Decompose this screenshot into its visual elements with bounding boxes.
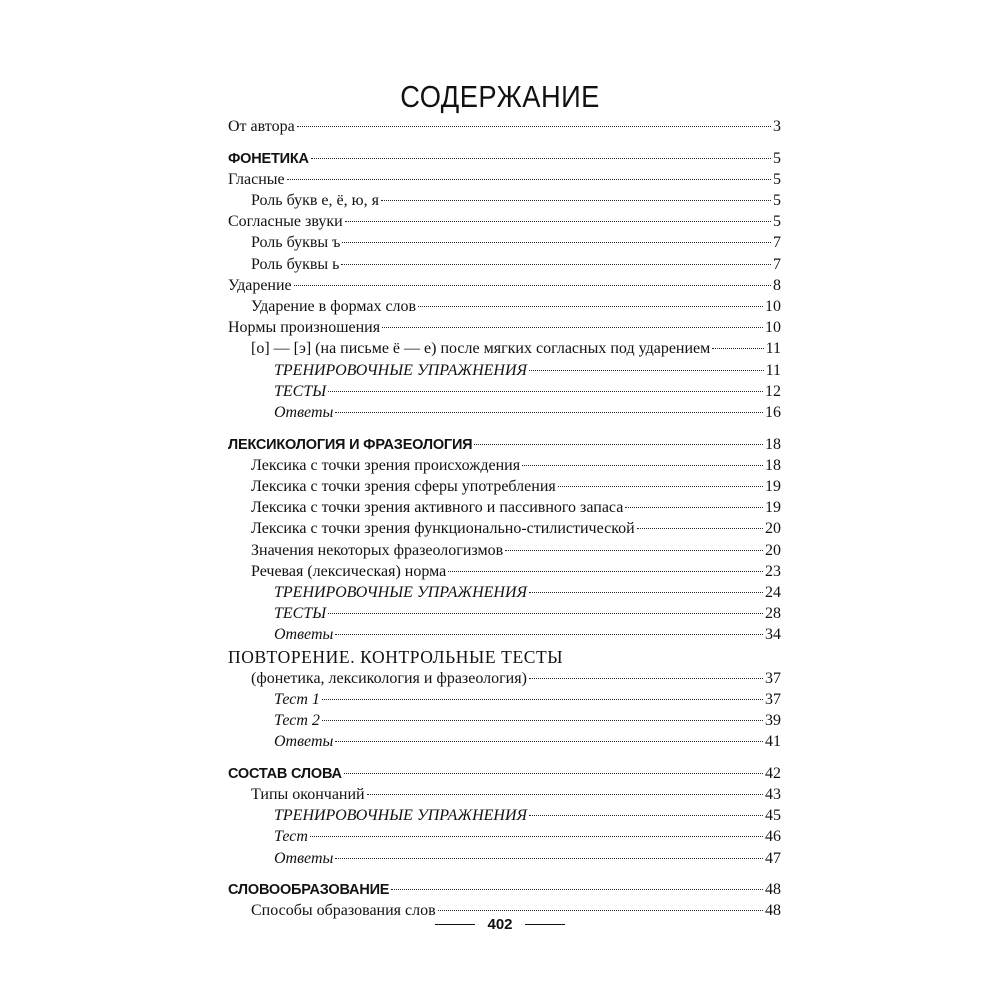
toc-entry-title: ТРЕНИРОВОЧНЫЕ УПРАЖНЕНИЯ <box>274 583 528 601</box>
toc-entry[interactable] <box>228 624 781 645</box>
dot-leader <box>558 486 763 487</box>
toc-entry-page: 11 <box>765 340 781 358</box>
toc-entry[interactable] <box>228 784 781 805</box>
toc-entry-page: 43 <box>765 785 781 803</box>
toc-entry[interactable] <box>228 731 781 752</box>
toc-entry[interactable] <box>228 360 781 381</box>
toc-entry-page: 45 <box>765 807 781 825</box>
toc-entry[interactable] <box>228 826 781 847</box>
toc-entry-title: Лексика с точки зрения сферы употребления <box>251 478 556 495</box>
dot-leader <box>345 221 771 222</box>
dot-leader <box>418 306 763 307</box>
dot-leader <box>529 678 763 679</box>
toc-entry-page: 42 <box>765 764 781 782</box>
dot-leader <box>529 592 763 593</box>
toc-entry[interactable] <box>228 805 781 826</box>
toc-entry[interactable] <box>228 561 781 582</box>
toc-entry-title: Ударение в формах слов <box>251 298 417 315</box>
table-of-contents <box>228 116 781 922</box>
toc-entry-page: 7 <box>773 234 781 252</box>
dot-leader <box>625 507 763 508</box>
toc-entry-title: От автора <box>228 118 295 135</box>
toc-entry-page: 46 <box>765 828 781 846</box>
toc-entry-title: Нормы произношения <box>228 319 381 337</box>
toc-entry[interactable] <box>228 254 781 275</box>
toc-entry-page: 48 <box>765 902 781 920</box>
toc-entry[interactable] <box>228 317 781 338</box>
toc-entry[interactable] <box>228 582 781 603</box>
toc-entry-title: ТЕСТЫ <box>274 605 327 623</box>
toc-entry-title: Роль букв е, ё, ю, я <box>251 192 379 210</box>
page-number: 402 <box>487 916 513 933</box>
toc-entry[interactable] <box>228 476 781 497</box>
toc-entry[interactable] <box>228 434 781 455</box>
dot-leader <box>328 613 763 614</box>
toc-entry-page: 23 <box>765 562 781 580</box>
toc-entry-title: ФОНЕТИКА <box>228 150 309 167</box>
toc-entry-title: Ответы <box>274 403 334 421</box>
toc-entry-title: ТРЕНИРОВОЧНЫЕ УПРАЖНЕНИЯ <box>274 361 528 379</box>
toc-entry-page: 11 <box>765 361 781 379</box>
dot-leader <box>522 465 763 466</box>
toc-entry-title: ЛЕКСИКОЛОГИЯ И ФРАЗЕОЛОГИЯ <box>228 436 473 453</box>
toc-entry-title: Гласные <box>228 170 285 188</box>
toc-entry[interactable] <box>228 540 781 561</box>
dot-leader <box>448 571 763 572</box>
toc-entry-page: 18 <box>765 456 781 474</box>
toc-entry[interactable] <box>228 169 781 190</box>
toc-entry[interactable] <box>228 338 781 359</box>
dot-leader <box>712 348 763 349</box>
toc-entry-title: СОСТАВ СЛОВА <box>228 765 342 782</box>
toc-entry-page: 5 <box>773 213 781 231</box>
toc-entry-page: 10 <box>765 319 781 337</box>
toc-entry-page: 37 <box>765 669 781 687</box>
toc-entry-title: Тест <box>274 828 308 846</box>
dot-leader <box>637 528 763 529</box>
toc-entry-title: Типы окончаний <box>251 785 365 803</box>
toc-entry-title: Тест 2 <box>274 711 320 729</box>
toc-entry-title: Лексика с точки зрения функционально-стилистической <box>251 520 635 538</box>
dot-leader <box>391 889 763 890</box>
toc-entry-page: 47 <box>765 849 781 867</box>
dot-leader <box>322 720 763 721</box>
toc-entry[interactable] <box>228 381 781 402</box>
footer-rule-right <box>525 924 565 925</box>
toc-entry[interactable] <box>228 518 781 539</box>
toc-entry-title: [о] — [э] (на письме ё — е) после мягких согласных под ударением <box>251 340 711 358</box>
toc-entry-page: 48 <box>765 881 781 899</box>
toc-entry-page: 37 <box>765 690 781 708</box>
toc-entry[interactable] <box>228 190 781 211</box>
toc-entry-page: 39 <box>765 711 781 729</box>
toc-entry-page: 18 <box>765 435 781 453</box>
toc-entry-title: Речевая (лексическая) норма <box>251 562 447 580</box>
dot-leader <box>335 634 763 635</box>
toc-entry-page: 24 <box>765 583 781 601</box>
toc-entry-page: 3 <box>773 118 781 135</box>
toc-entry[interactable] <box>228 689 781 710</box>
page-footer <box>0 916 1000 933</box>
toc-entry-title: ПОВТОРЕНИЕ. КОНТРОЛЬНЫЕ ТЕСТЫ <box>228 646 564 667</box>
dot-leader <box>297 126 771 127</box>
toc-entry[interactable] <box>228 275 781 296</box>
toc-entry-title: Способы образования слов <box>251 902 436 920</box>
dot-leader <box>311 158 771 159</box>
dot-leader <box>438 910 763 911</box>
toc-entry[interactable] <box>228 455 781 476</box>
toc-entry[interactable] <box>228 879 781 900</box>
dot-leader <box>344 773 763 774</box>
toc-entry[interactable] <box>228 646 781 668</box>
toc-entry-title: Роль буквы ъ <box>251 234 341 252</box>
toc-entry-page: 28 <box>765 605 781 623</box>
toc-entry-title: Согласные звуки <box>228 213 343 231</box>
dot-leader <box>294 285 771 286</box>
dot-leader <box>367 794 763 795</box>
toc-entry-page: 5 <box>773 149 781 167</box>
toc-entry[interactable] <box>228 232 781 253</box>
toc-entry-title: Ударение <box>228 276 292 294</box>
toc-entry[interactable] <box>228 296 781 317</box>
toc-entry-page: 8 <box>773 276 781 294</box>
toc-entry[interactable] <box>228 710 781 731</box>
toc-entry[interactable] <box>228 116 781 137</box>
toc-entry[interactable] <box>228 402 781 423</box>
toc-entry-title: ТРЕНИРОВОЧНЫЕ УПРАЖНЕНИЯ <box>274 807 528 825</box>
dot-leader <box>381 200 771 201</box>
dot-leader <box>505 550 763 551</box>
footer-rule-left <box>435 924 475 925</box>
toc-entry-page: 10 <box>765 298 781 315</box>
toc-entry-page: 20 <box>765 520 781 538</box>
dot-leader <box>335 858 763 859</box>
toc-entry-title: Ответы <box>274 626 334 644</box>
dot-leader <box>382 327 763 328</box>
toc-entry-title: (фонетика, лексикология и фразеология) <box>251 669 527 687</box>
toc-entry-title: ТЕСТЫ <box>274 382 327 400</box>
toc-entry-page: 16 <box>765 403 781 421</box>
dot-leader <box>322 699 763 700</box>
toc-entry-page: 41 <box>765 733 781 751</box>
toc-entry[interactable] <box>228 211 781 232</box>
dot-leader <box>328 391 763 392</box>
dot-leader <box>529 815 763 816</box>
dot-leader <box>310 836 763 837</box>
toc-entry-title: Роль буквы ь <box>251 255 340 273</box>
toc-entry[interactable] <box>228 668 781 689</box>
toc-entry[interactable] <box>228 497 781 518</box>
toc-entry-title: Тест 1 <box>274 690 320 708</box>
toc-entry-title: Ответы <box>274 849 334 867</box>
dot-leader <box>341 264 771 265</box>
toc-entry[interactable] <box>228 848 781 869</box>
dot-leader <box>342 242 771 243</box>
toc-entry-page: 5 <box>773 170 781 188</box>
dot-leader <box>474 444 763 445</box>
toc-entry-title: Значения некоторых фразеологизмов <box>251 541 504 559</box>
toc-entry-page: 7 <box>773 255 781 273</box>
toc-entry[interactable] <box>228 763 781 784</box>
toc-entry[interactable] <box>228 603 781 624</box>
toc-entry-title: СЛОВООБРАЗОВАНИЕ <box>228 882 390 899</box>
toc-entry[interactable] <box>228 148 781 169</box>
toc-entry-page: 20 <box>765 541 781 559</box>
dot-leader <box>287 179 771 180</box>
dot-leader <box>335 741 763 742</box>
toc-entry-title: Лексика с точки зрения активного и пассивного запаса <box>251 499 624 517</box>
toc-entry-page: 12 <box>765 382 781 400</box>
toc-entry-page: 19 <box>765 499 781 517</box>
toc-entry-title: Лексика с точки зрения происхождения <box>251 456 521 474</box>
page-title: СОДЕРЖАНИЕ <box>400 78 600 114</box>
toc-entry-page: 5 <box>773 192 781 210</box>
dot-leader <box>529 370 764 371</box>
toc-entry-page: 34 <box>765 626 781 644</box>
dot-leader <box>335 412 763 413</box>
toc-entry-title: Ответы <box>274 733 334 751</box>
toc-entry-page: 19 <box>765 478 781 495</box>
